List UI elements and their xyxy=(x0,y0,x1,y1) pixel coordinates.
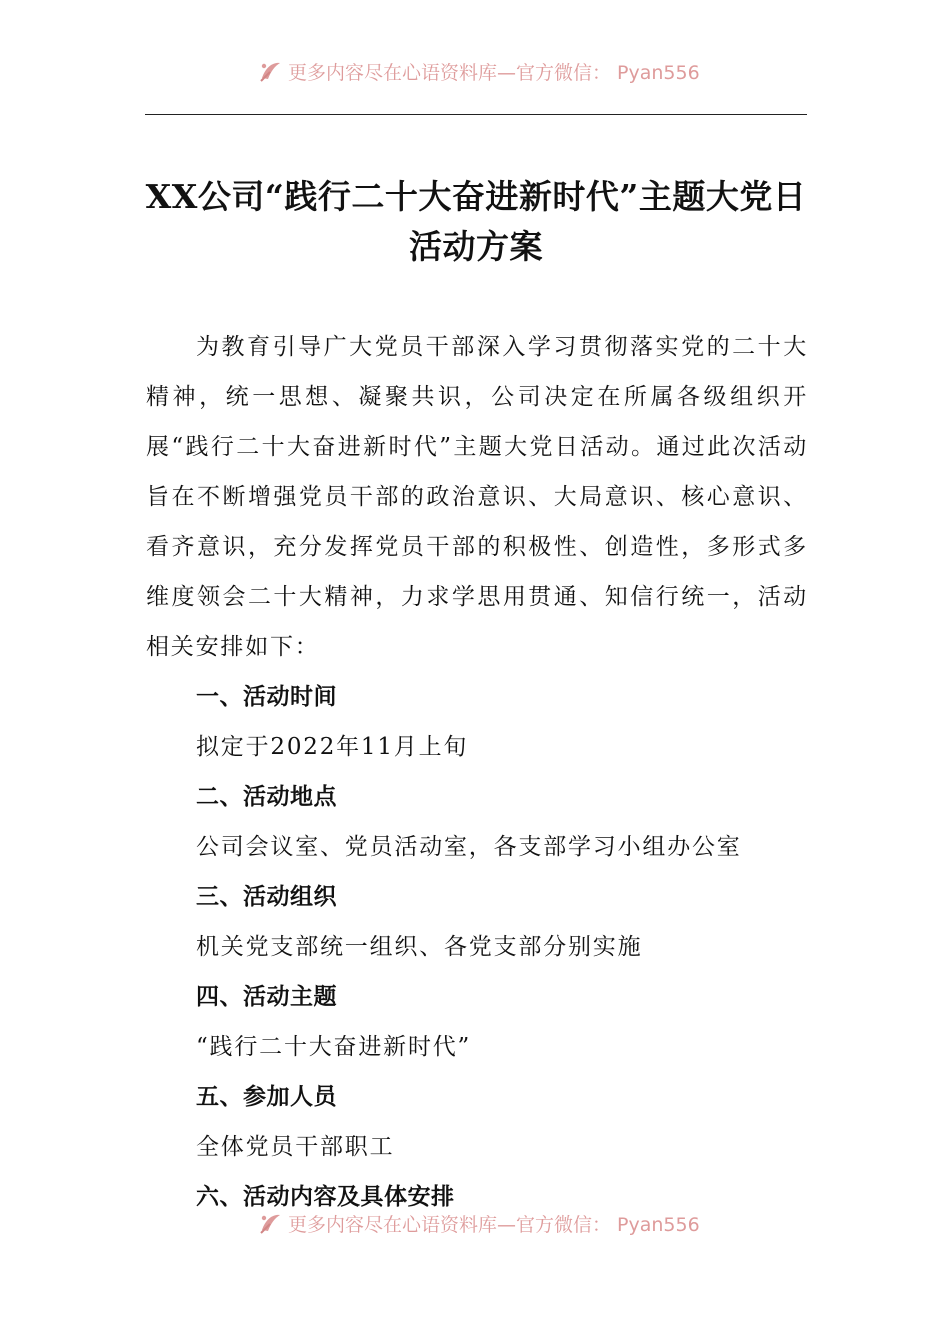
section-body: 公司会议室、党员活动室，各支部学习小组办公室 xyxy=(196,834,742,860)
section-heading: 三、活动组织 xyxy=(196,884,337,910)
section-body: 拟定于2022年11月上旬 xyxy=(196,734,469,760)
section-heading: 二、活动地点 xyxy=(196,784,337,810)
watermark-text: 更多内容尽在心语资料库—官方微信： Pyan556 xyxy=(288,61,700,84)
section-heading: 四、活动主题 xyxy=(196,984,337,1010)
section-body: 全体党员干部职工 xyxy=(196,1134,395,1160)
section-body: 机关党支部统一组织、各党支部分别实施 xyxy=(196,934,643,960)
document-title: XX公司“践行二十大奋进新时代”主题大党日活动方案 xyxy=(145,177,807,266)
document-body xyxy=(146,322,808,1222)
section-heading: 一、活动时间 xyxy=(196,684,337,710)
stylized-pen-logo-icon xyxy=(258,1210,284,1236)
watermark-text: 更多内容尽在心语资料库—官方微信： Pyan556 xyxy=(288,1213,700,1236)
section-heading: 五、参加人员 xyxy=(196,1084,337,1110)
stylized-pen-logo-icon xyxy=(258,58,284,84)
footer-watermark xyxy=(258,1208,778,1238)
header-divider xyxy=(145,114,807,115)
section-body: “践行二十大奋进新时代” xyxy=(196,1034,472,1060)
intro-paragraph: 为教育引导广大党员干部深入学习贯彻落实党的二十大精神，统一思想、凝聚共识，公司决定在所属各级组织开展“践行二十大奋进新时代”主题大党日活动。通过此次活动旨在不断增强党员干部的政治意识、大局意识、核心意识、看齐意识，充分发挥党员干部的积极性、创造性，多形式多维度领会二十大精神，力求学思用贯通、知信行统一，活动相关安排如下： xyxy=(146,334,808,660)
section-heading: 六、活动内容及具体安排 xyxy=(196,1184,455,1210)
header-watermark xyxy=(258,56,778,86)
